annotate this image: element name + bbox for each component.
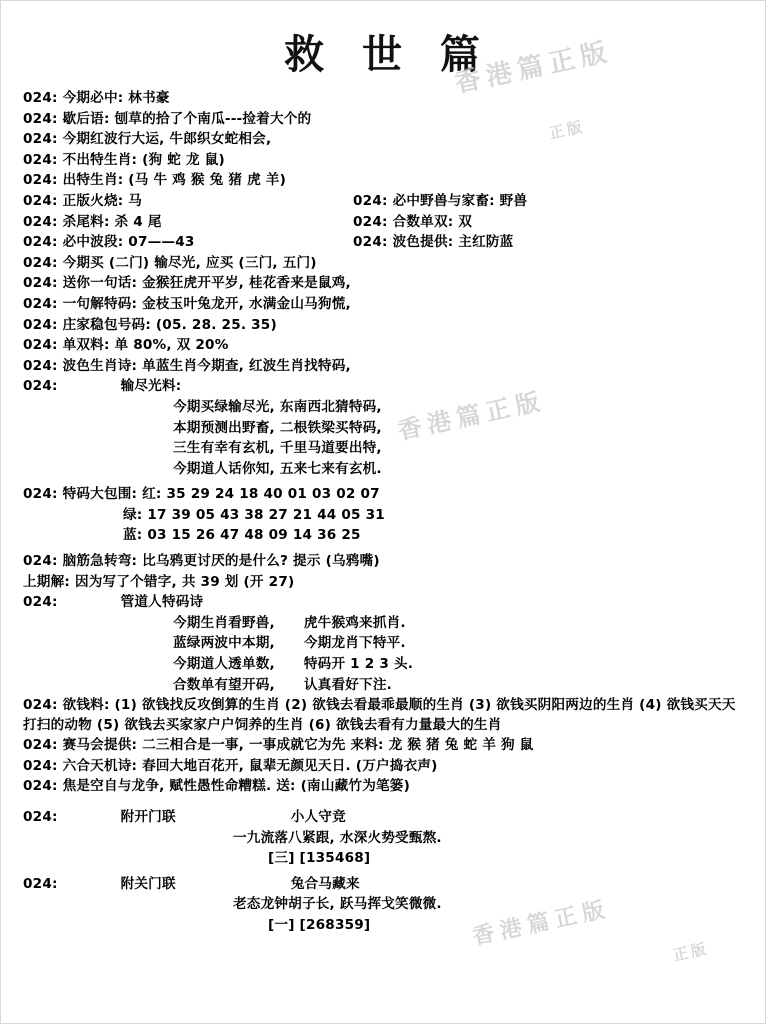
big-package-color: 红: xyxy=(142,486,162,503)
riddle-answer-line xyxy=(23,572,747,593)
line-right xyxy=(353,212,472,233)
line-text: 送你一句话: 金猴狂虎开平岁, 桂花香来是鼠鸡, xyxy=(62,275,351,292)
line-label: 024: xyxy=(23,90,58,106)
daoren-left: 今期道人透单数, xyxy=(173,656,275,673)
daoren-line xyxy=(23,654,747,675)
line-text: 不出特生肖: (狗 蛇 龙 鼠) xyxy=(62,151,225,168)
line-label: 024: xyxy=(23,757,58,774)
daoren-right: 虎牛猴鸡来抓肖. xyxy=(303,614,406,631)
couplet-head: 小人守竞 xyxy=(290,809,346,825)
big-package-numbers: 35 29 24 18 40 01 03 02 07 xyxy=(166,486,380,503)
line-text: 今期买 (二门) 输尽光, 应买 (三门, 五门) xyxy=(62,254,317,271)
daoren-right: 今期龙肖下特平. xyxy=(303,635,406,652)
poem-line: 三生有幸有玄机, 千里马道要出特, xyxy=(173,440,382,457)
watermark: 正版 xyxy=(547,117,587,143)
text-line xyxy=(23,294,747,315)
line-text: 赛马会提供: 二三相合是一事, 一事成就它为先 来料: 龙 猴 猪 兔 蛇 羊 狗 鼠 xyxy=(62,737,534,754)
line-label: 024: xyxy=(23,378,58,395)
big-package-numbers: 17 39 05 43 38 27 21 44 05 31 xyxy=(147,506,385,523)
line-text: 杀尾料: 杀 4 尾 xyxy=(62,213,162,230)
couplet-body: 老态龙钟胡子长, 跃马挥戈笑微微. xyxy=(233,896,442,913)
page-title: 救 世 篇 xyxy=(284,31,492,78)
text-line xyxy=(23,376,747,397)
text-line xyxy=(23,150,747,171)
daoren-right: 特码开 1 2 3 头. xyxy=(303,656,414,673)
line-text: 庄家稳包号码: (05. 28. 25. 35) xyxy=(62,316,277,333)
daoren-line xyxy=(23,613,747,634)
line-label: 024: xyxy=(23,295,58,312)
line-label: 024: xyxy=(23,553,58,570)
text-line xyxy=(23,170,747,191)
couplet-head: 兔合马藏来 xyxy=(290,875,360,892)
line-label-right: 024: xyxy=(353,213,388,230)
line-label: 024: xyxy=(23,357,58,374)
line-label: 024: xyxy=(23,275,58,292)
daoren-right: 认真看好下注. xyxy=(303,676,392,693)
line-text: 单双料: 单 80%, 双 20% xyxy=(62,337,229,354)
line-label: 024: xyxy=(23,172,58,189)
big-package-color: 蓝: xyxy=(123,527,143,544)
daoren-line xyxy=(23,675,747,696)
text-line xyxy=(23,335,747,356)
line-text: 输尽光料: xyxy=(120,378,182,395)
couplet-title: 附开门联 xyxy=(120,809,176,825)
line-text: 一句解特码: 金枝玉叶兔龙开, 水满金山马狗慌, xyxy=(62,295,351,312)
line-label: 024: xyxy=(23,809,58,825)
qiancai-paragraph xyxy=(23,695,747,735)
line-text: 今期必中: 林书豪 xyxy=(62,90,170,106)
daoren-title-line xyxy=(23,592,747,613)
text-line-two-column xyxy=(23,232,747,253)
couplet-code: [三] [135468] xyxy=(268,850,371,867)
riddle-answer-label: 上期解: xyxy=(23,573,71,590)
text-line xyxy=(23,88,747,109)
daoren-left: 今期生肖看野兽, xyxy=(173,614,275,631)
text-line xyxy=(23,315,747,336)
line-text: 今期红波行大运, 牛郎织女蛇相会, xyxy=(62,131,272,148)
daoren-left: 合数单有望开码, xyxy=(173,676,275,693)
line-text: 必中波段: 07——43 xyxy=(62,234,195,251)
line-label: 024: xyxy=(23,337,58,354)
line-label: 024: xyxy=(23,737,58,754)
line-text: 歇后语: 刨草的拾了个南瓜---捡着大个的 xyxy=(62,110,312,127)
text-line xyxy=(23,756,747,777)
poem-line: 本期预测出野畜, 二根铁梁买特码, xyxy=(173,419,382,436)
big-package-color: 绿: xyxy=(123,506,143,523)
watermark: 香港篇正版 xyxy=(470,895,613,951)
line-text: 波色生肖诗: 单蓝生肖今期查, 红波生肖找特码, xyxy=(62,357,351,374)
big-package-row xyxy=(23,525,747,546)
line-label: 024: xyxy=(23,254,58,271)
poem-line: 今期买绿输尽光, 东南西北猜特码, xyxy=(173,398,382,415)
big-package-row xyxy=(23,505,747,526)
daoren-line xyxy=(23,633,747,654)
watermark: 正版 xyxy=(671,939,711,965)
couplet-header xyxy=(23,807,747,828)
text-line xyxy=(23,253,747,274)
line-label: 024: xyxy=(23,778,58,795)
line-label: 024: xyxy=(23,131,58,148)
line-label: 024: xyxy=(23,875,58,892)
line-text: 出特生肖: (马 牛 鸡 猴 兔 猪 虎 羊) xyxy=(62,172,287,189)
text-line-two-column xyxy=(23,212,747,233)
line-label: 024: xyxy=(23,213,58,230)
line-text: 焦是空自与龙争, 赋性愚性命糟糕. 送: (南山藏竹为笔篓) xyxy=(62,778,411,795)
poem-line: 今期道人话你知, 五来七来有玄机. xyxy=(173,460,382,477)
daoren-title: 管道人特码诗 xyxy=(120,594,204,611)
line-text-right: 波色提供: 主红防蓝 xyxy=(392,234,514,251)
text-line xyxy=(23,776,747,797)
line-label: 024: xyxy=(23,316,58,333)
line-text-right: 必中野兽与家畜: 野兽 xyxy=(392,192,528,209)
document-body xyxy=(1,80,765,936)
text-line-two-column xyxy=(23,191,747,212)
text-line xyxy=(23,356,747,377)
line-text: 六合天机诗: 春回大地百花开, 鼠辈无颜见天日. (万户捣衣声) xyxy=(62,757,438,774)
line-label: 024: xyxy=(23,697,58,714)
line-label: 024: xyxy=(23,486,58,503)
text-line xyxy=(23,109,747,130)
line-right xyxy=(353,191,527,212)
line-label: 024: xyxy=(23,192,58,209)
line-label-right: 024: xyxy=(353,234,388,251)
line-label: 024: xyxy=(23,151,58,168)
riddle-answer-text: 因为写了个错字, 共 39 划 (开 27) xyxy=(74,573,295,590)
watermark: 香港篇正版 xyxy=(452,36,615,100)
line-right xyxy=(353,232,513,253)
line-label: 024: xyxy=(23,110,58,127)
line-label-right: 024: xyxy=(353,192,388,209)
text-line xyxy=(23,273,747,294)
qiancai-text: 欲钱料: (1) 欲钱找反攻倒算的生肖 (2) 欲钱去看最乖最顺的生肖 (3) 欲钱买阴阳两边的生肖 (4) 欲钱买天天打扫的动物 (5) 欲钱去买家家户户饲养的生肖 (6) 欲钱去看有力量最大的生肖 xyxy=(23,697,736,734)
line-label: 024: xyxy=(23,234,58,251)
couplet-body: 一九流落八紧跟, 水深火势受甄熬. xyxy=(233,829,442,846)
riddle-line xyxy=(23,551,747,572)
big-package-row xyxy=(23,484,747,505)
text-line xyxy=(23,735,747,756)
daoren-left: 蓝绿两波中本期, xyxy=(173,635,275,652)
couplet-code: [一] [268359] xyxy=(268,916,371,933)
couplet-title: 附关门联 xyxy=(120,875,176,892)
text-line xyxy=(23,129,747,150)
big-package-title: 特码大包围: xyxy=(62,486,138,503)
line-label: 024: xyxy=(23,594,58,611)
line-text-right: 合数单双: 双 xyxy=(392,213,473,230)
line-text: 正版火烧: 马 xyxy=(62,192,143,209)
watermark: 香港篇正版 xyxy=(395,385,548,446)
riddle-text: 脑筋急转弯: 比乌鸦更讨厌的是什么? 提示 (乌鸦嘴) xyxy=(62,553,380,570)
big-package-numbers: 03 15 26 47 48 09 14 36 25 xyxy=(147,527,361,544)
couplet-header xyxy=(23,874,747,895)
